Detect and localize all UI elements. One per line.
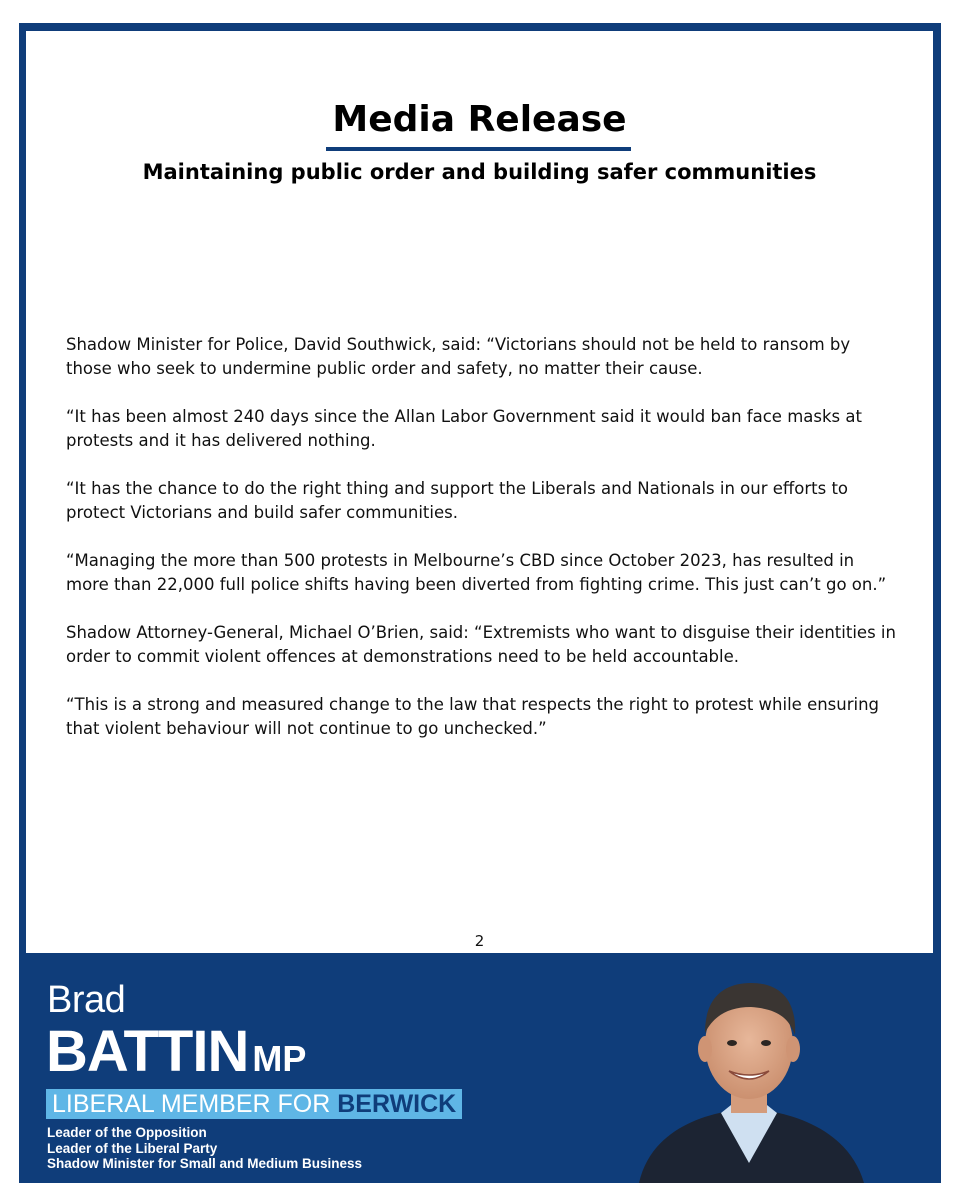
paragraph: Shadow Attorney-General, Michael O’Brien, said: “Extremists who want to disguise their identities in order to commit violent offences at demonstrations need to be held accountable. bbox=[66, 623, 896, 666]
electorate-name: BERWICK bbox=[337, 1090, 457, 1118]
electorate-prefix: LIBERAL MEMBER FOR bbox=[52, 1090, 338, 1118]
document-page bbox=[26, 31, 933, 953]
member-roles bbox=[47, 1125, 362, 1172]
page-number: 2 bbox=[474, 932, 485, 950]
paragraph: “This is a strong and measured change to the law that respects the right to protest while ensuring that violent behaviour will not continue to go unchecked.” bbox=[66, 695, 880, 738]
role-line: Leader of the Opposition bbox=[47, 1125, 207, 1140]
page-title: Media Release bbox=[332, 99, 627, 140]
member-footer bbox=[19, 953, 941, 1183]
paragraph: “Managing the more than 500 protests in Melbourne’s CBD since October 2023, has resulted in more than 22,000 full police shifts having been diverted from fighting crime. This just can’t go on.” bbox=[66, 551, 887, 594]
member-last-name bbox=[46, 1021, 306, 1090]
member-first-name: Brad bbox=[47, 979, 126, 1021]
member-suffix: MP bbox=[252, 1038, 307, 1079]
role-line: Shadow Minister for Small and Medium Business bbox=[47, 1156, 363, 1171]
role-line: Leader of the Liberal Party bbox=[47, 1140, 218, 1156]
paragraph: “It has been almost 240 days since the Allan Labor Government said it would ban face masks at protests and it has delivered nothing. bbox=[66, 407, 862, 450]
member-surname: BATTIN bbox=[46, 1019, 249, 1084]
release-body bbox=[66, 333, 896, 765]
title-underline bbox=[326, 147, 631, 151]
member-portrait-photo bbox=[619, 963, 879, 1183]
page-subtitle: Maintaining public order and building safer communities bbox=[142, 160, 817, 184]
paragraph: Shadow Minister for Police, David Southwick, said: “Victorians should not be held to ransom by those who seek to undermine public order and safety, no matter their cause. bbox=[66, 335, 851, 378]
electorate-banner bbox=[46, 1089, 462, 1119]
paragraph: “It has the chance to do the right thing and support the Liberals and Nationals in our efforts to protect Victorians and build safer communities. bbox=[66, 479, 849, 522]
